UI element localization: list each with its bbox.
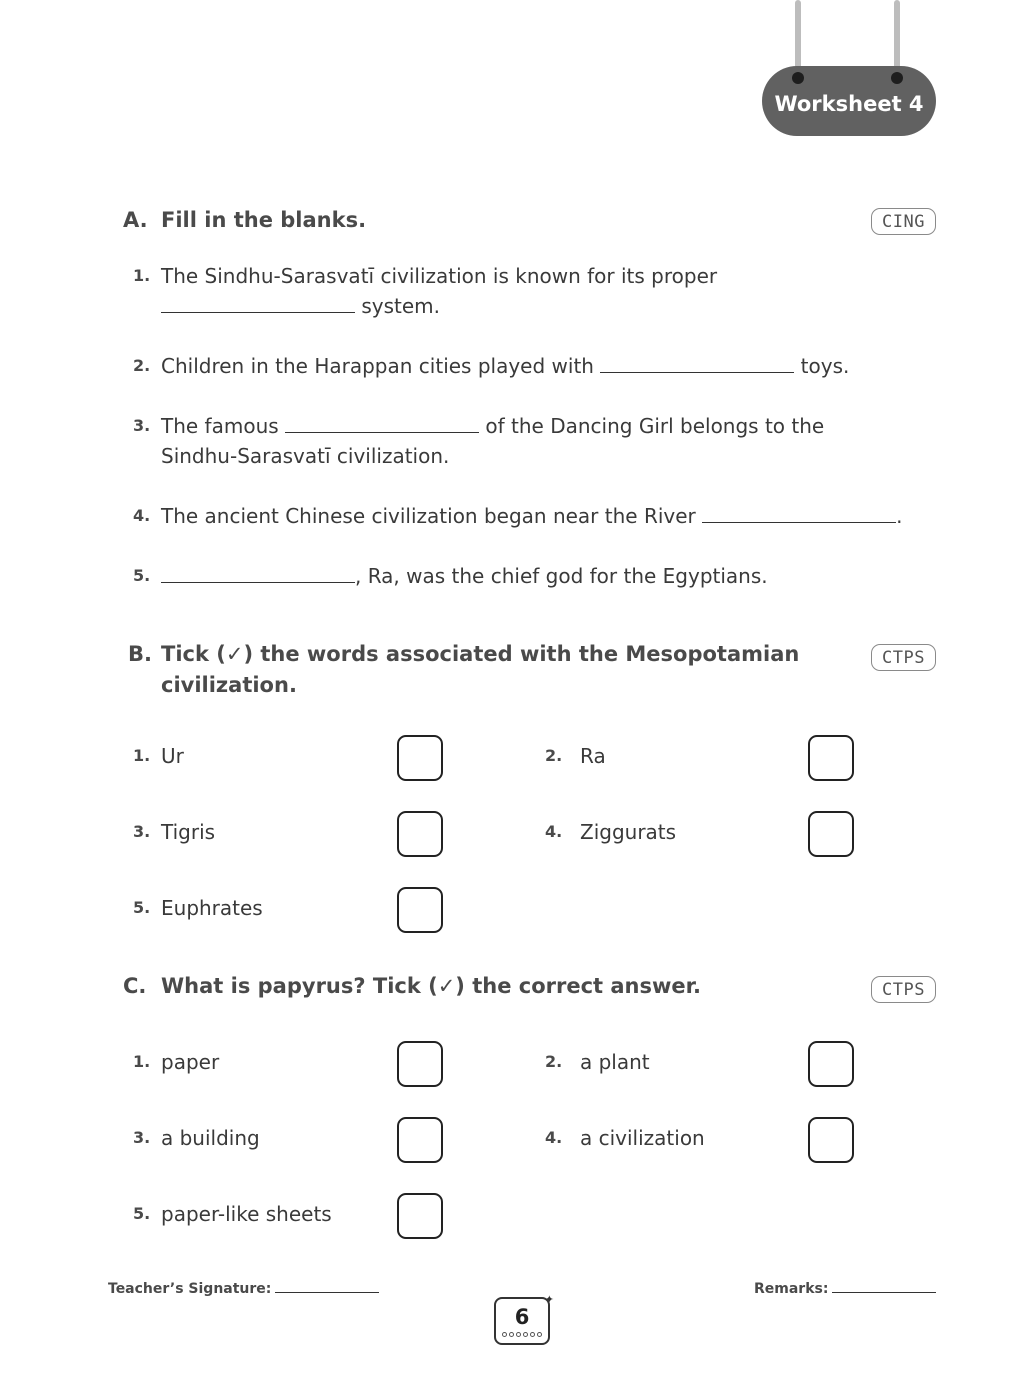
section-a-title: Fill in the blanks. — [161, 208, 367, 232]
section-c-skill-tag: CTPS — [871, 976, 936, 1003]
page-number-badge — [494, 1293, 554, 1345]
section-c-letter: C. — [123, 974, 147, 998]
question-number: 3. — [133, 416, 151, 435]
section-b-skill-tag: CTPS — [871, 644, 936, 671]
section-b-title: Tick (✓) the words associated with the Mesopotamian civilization. — [161, 642, 800, 697]
remarks-line[interactable] — [832, 1283, 936, 1293]
tick-box-b2[interactable] — [808, 735, 854, 781]
section-a-letter: A. — [123, 208, 148, 232]
section-b-heading — [123, 639, 823, 701]
answer-blank[interactable] — [702, 503, 896, 523]
question-number: 2. — [133, 356, 151, 375]
tick-box-b3[interactable] — [397, 811, 443, 857]
tick-box-c4[interactable] — [808, 1117, 854, 1163]
badge-pin-right — [891, 72, 903, 84]
question-number: 1. — [133, 266, 151, 285]
question-text: The ancient Chinese civilization began near the River . — [161, 504, 903, 528]
question-text: Children in the Harappan cities played with toys. — [161, 354, 850, 378]
question-number: 5. — [133, 566, 151, 585]
teacher-signature: Teacher’s Signature: — [108, 1281, 379, 1297]
badge-pin-left — [792, 72, 804, 84]
answer-blank[interactable] — [285, 413, 479, 433]
tick-box-b5[interactable] — [397, 887, 443, 933]
star-icon: ✦ — [544, 1293, 554, 1306]
page-badge-dots — [502, 1332, 542, 1338]
tick-box-c1[interactable] — [397, 1041, 443, 1087]
question-text: The Sindhu-Sarasvatī civilization is known for its proper system. — [161, 264, 718, 318]
section-b-letter: B. — [128, 642, 152, 666]
tick-box-c3[interactable] — [397, 1117, 443, 1163]
question-number: 4. — [133, 506, 151, 525]
section-c-title: What is papyrus? Tick (✓) the correct answer. — [161, 974, 701, 998]
tick-box-c2[interactable] — [808, 1041, 854, 1087]
question-text: , Ra, was the chief god for the Egyptians. — [161, 561, 931, 591]
answer-blank[interactable] — [161, 293, 355, 313]
worksheet-badge: Worksheet 4 — [762, 66, 936, 136]
teacher-signature-line[interactable] — [275, 1283, 379, 1293]
answer-blank[interactable] — [600, 353, 794, 373]
tick-box-c5[interactable] — [397, 1193, 443, 1239]
section-a-skill-tag: CING — [871, 208, 936, 235]
tick-box-b1[interactable] — [397, 735, 443, 781]
remarks: Remarks: — [754, 1281, 936, 1297]
page-number: 6 — [514, 1305, 530, 1329]
question-text: The famous of the Dancing Girl belongs to the Sindhu-Sarasvatī civilization. — [161, 414, 825, 468]
tick-box-b4[interactable] — [808, 811, 854, 857]
answer-blank[interactable] — [161, 563, 355, 583]
